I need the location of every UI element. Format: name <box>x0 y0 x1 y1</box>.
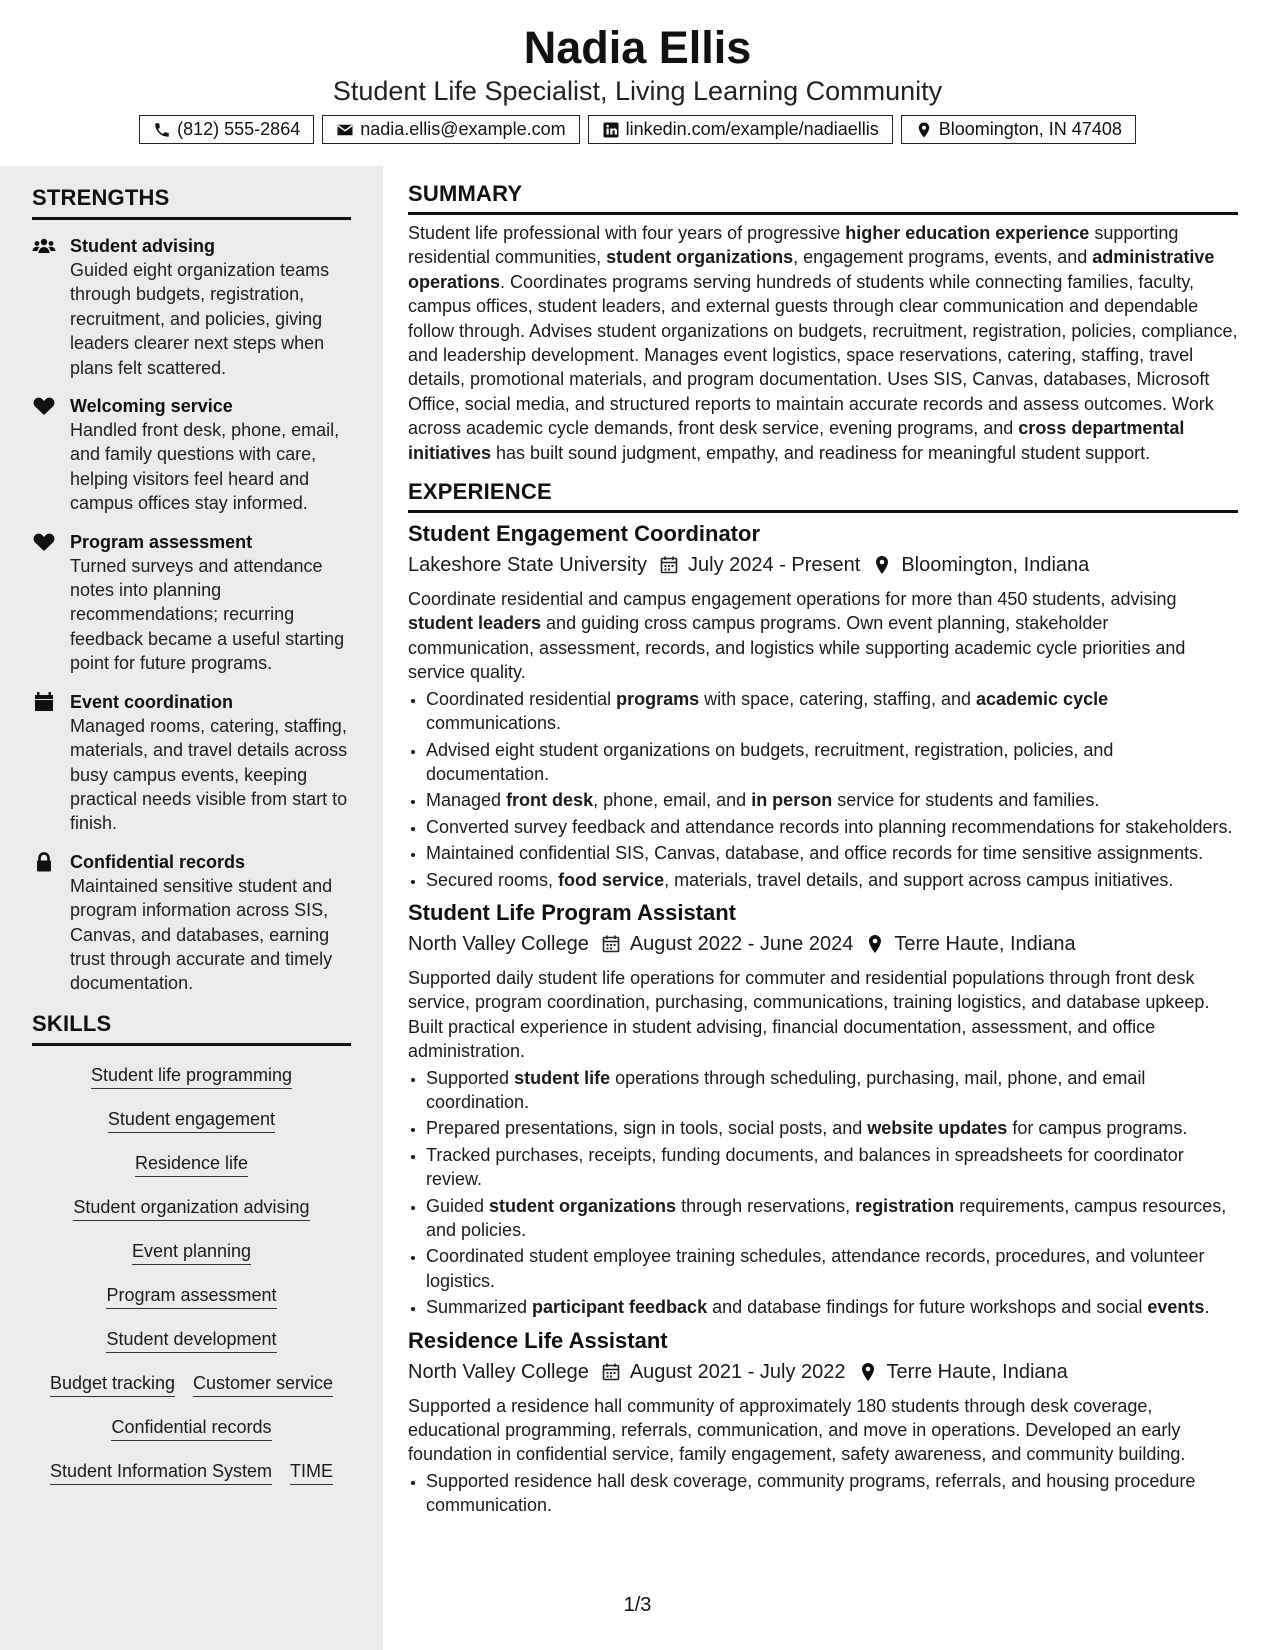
body-text: . <box>1204 1297 1210 1318</box>
body-text: with space, catering, staffing, and <box>699 688 976 709</box>
job-description <box>408 1394 1238 1467</box>
body-text: Maintained confidential SIS, Canvas, database, and office records for time sensitive assignments. <box>426 843 1204 864</box>
job-meta <box>408 551 1238 579</box>
skill-tag: Student development <box>106 1327 276 1353</box>
job-entry <box>408 898 1238 1320</box>
envelope-icon <box>336 121 354 139</box>
job-entry <box>408 519 1238 892</box>
job-location: Terre Haute, Indiana <box>894 932 1076 955</box>
resume-header <box>0 0 1275 144</box>
job-organization: Lakeshore State University <box>408 554 648 577</box>
list-item <box>426 1116 1238 1140</box>
body-text: , phone, email, and <box>593 790 752 811</box>
list-item <box>426 687 1238 736</box>
body-text: Summarized <box>426 1297 533 1318</box>
skill-tag: Program assessment <box>106 1283 276 1309</box>
job-organization: North Valley College <box>408 932 589 955</box>
contact-email-text: nadia.ellis@example.com <box>360 119 566 139</box>
emphasis-text: food service <box>558 869 665 890</box>
body-text: Coordinated student employee training schedules, attendance records, procedures, and volunteer logistics. <box>426 1246 1205 1291</box>
emphasis-text: student organizations <box>606 247 794 268</box>
body-text: Supported daily student life operations for commuter and residential populations through front desk service, program coordination, purchasing, communications, training logistics, and database upkeep. Built practical experience in student advising, financial documentation, assessment, and office administration. <box>408 967 1210 1062</box>
job-meta <box>408 930 1238 958</box>
emphasis-text: participant feedback <box>532 1297 708 1318</box>
body-text: Tracked purchases, receipts, funding documents, and balances in spreadsheets for coordinator review. <box>426 1144 1184 1190</box>
summary-heading: SUMMARY <box>408 180 1238 215</box>
body-text: Supported a residence hall community of approximately 180 students through desk coverage, educational programming, referrals, communication, and move in operations. Developed an early foundation in confidential service, family engagement, safety awareness, and community building. <box>408 1395 1186 1465</box>
strength-title: Student advising <box>70 236 216 256</box>
list-item <box>426 738 1238 787</box>
emphasis-text: front desk <box>506 790 594 811</box>
body-text: supporting residential communities, <box>408 223 1179 268</box>
emphasis-text: programs <box>616 688 700 709</box>
body-text: Coordinated residential <box>426 688 617 709</box>
map-pin-icon <box>865 934 885 954</box>
body-text: for campus programs. <box>1007 1118 1188 1139</box>
body-text: service for students and families. <box>832 790 1100 811</box>
body-text: communications. <box>426 713 562 734</box>
users-icon <box>32 236 56 256</box>
body-text: Guided <box>426 1195 490 1216</box>
contact-bar <box>0 115 1275 144</box>
linkedin-icon <box>602 121 620 139</box>
strength-description: Managed rooms, catering, staffing, materials, and travel details across busy campus events, keeping practical needs visible from start to finish. <box>70 715 348 834</box>
emphasis-text: student life <box>514 1067 611 1088</box>
skill-tag: Confidential records <box>111 1415 271 1441</box>
body-text: Supported residence hall desk coverage, community programs, referrals, and housing procedure communication. <box>426 1470 1196 1516</box>
job-meta <box>408 1358 1238 1386</box>
emphasis-text: cross departmental initiatives <box>408 418 1185 463</box>
candidate-name: Nadia Ellis <box>523 22 752 73</box>
calendar-icon <box>601 934 621 954</box>
emphasis-text: academic cycle <box>976 688 1109 709</box>
job-title: Student Life Program Assistant <box>408 899 737 925</box>
body-text: , materials, travel details, and support across campus initiatives. <box>664 869 1174 890</box>
job-bullets <box>408 687 1238 892</box>
list-item <box>426 1244 1238 1293</box>
list-item <box>426 815 1238 839</box>
skill-tag: Event planning <box>132 1239 251 1265</box>
emphasis-text: student leaders <box>408 613 542 634</box>
contact-location-text: Bloomington, IN 47408 <box>938 119 1122 139</box>
strength-title: Welcoming service <box>70 396 233 417</box>
job-bullets <box>408 1066 1238 1320</box>
body-text: requirements, campus resources, and policies. <box>426 1195 1227 1240</box>
strength-title: Program assessment <box>70 531 253 552</box>
body-text: Student life professional with four years of progressive <box>408 223 846 243</box>
body-text: Converted survey feedback and attendance records into planning recommendations for stakeholders. <box>426 816 1233 837</box>
list-item <box>426 788 1238 812</box>
job-organization: North Valley College <box>408 1360 589 1383</box>
body-text: operations through scheduling, purchasing, mail, phone, and email coordination. <box>426 1067 1146 1112</box>
job-title: Residence Life Assistant <box>408 1327 668 1353</box>
candidate-title: Student Life Specialist, Living Learning Community <box>332 76 943 106</box>
list-item <box>426 1469 1238 1518</box>
contact-phone[interactable] <box>139 115 314 144</box>
strength-item <box>32 234 351 380</box>
list-item <box>426 1194 1238 1243</box>
calendar-icon <box>601 1362 621 1382</box>
emphasis-text: registration <box>855 1195 955 1216</box>
emphasis-text: administrative operations <box>408 247 1215 292</box>
job-dates: August 2022 - June 2024 <box>629 932 854 955</box>
strength-item <box>32 850 351 996</box>
experience-heading: EXPERIENCE <box>408 478 1238 513</box>
contact-linkedin[interactable] <box>588 115 893 144</box>
body-text: . Coordinates programs serving hundreds of students while connecting families, faculty, campus offices, student leaders, and external guests through clear communication and dependable follow through. Advises student organizations on budgets, recruitment, registration, policies, compliance, and leadership development. Manages event logistics, space reservations, catering, staffing, travel details, promotional materials, and program documentation. Uses SIS, Canvas, databases, Microsoft Office, social media, and structured reports to maintain accurate records and assess outcomes. Work across academic cycle demands, front desk service, evening programs, and <box>408 271 1238 439</box>
phone-icon <box>153 121 171 139</box>
heart-icon <box>32 396 56 416</box>
body-text: , engagement programs, events, and <box>793 247 1093 268</box>
skill-tag: Student engagement <box>108 1107 275 1133</box>
skill-tag: Residence life <box>135 1151 248 1177</box>
emphasis-text: student organizations <box>489 1195 677 1216</box>
strength-description: Guided eight organization teams through budgets, registration, recruitment, and policies, giving leaders clearer next steps when plans felt scattered. <box>70 260 330 378</box>
body-text: has built sound judgment, empathy, and readiness for meaningful student support. <box>491 442 1151 463</box>
body-text: Advised eight student organizations on budgets, recruitment, registration, policies, and documentation. <box>426 739 1114 784</box>
page-number: 1/3 <box>623 1594 652 1616</box>
strengths-heading: STRENGTHS <box>32 184 351 220</box>
body-text: Managed <box>426 790 507 811</box>
body-text: and database findings for future workshops and social <box>707 1297 1148 1318</box>
skills-heading: SKILLS <box>32 1010 351 1046</box>
map-pin-icon <box>858 1362 878 1382</box>
skill-tag: Student life programming <box>91 1063 292 1089</box>
job-bullets <box>408 1469 1238 1518</box>
body-text: and guiding cross campus programs. Own event planning, stakeholder communication, assessment, records, and logistics while supporting academic cycle priorities and service quality. <box>408 613 1186 683</box>
list-item <box>426 868 1238 892</box>
body-text: Secured rooms, <box>426 869 559 890</box>
job-dates: July 2024 - Present <box>688 554 861 577</box>
emphasis-text: higher education experience <box>845 223 1090 243</box>
map-pin-icon <box>915 121 933 139</box>
map-pin-icon <box>872 555 892 575</box>
strength-item <box>32 530 351 676</box>
list-item <box>426 841 1238 865</box>
body-text: Supported <box>426 1067 515 1088</box>
strengths-list <box>32 234 351 996</box>
job-location: Bloomington, Indiana <box>901 554 1090 577</box>
emphasis-text: in person <box>751 790 833 811</box>
job-title: Student Engagement Coordinator <box>408 521 760 547</box>
job-entry <box>408 1326 1238 1518</box>
list-item <box>426 1143 1238 1192</box>
main-column <box>408 180 1238 1520</box>
skill-tag: Student Information System <box>50 1459 272 1485</box>
calendar-icon <box>32 692 56 712</box>
list-item <box>426 1066 1238 1115</box>
emphasis-text: website updates <box>867 1118 1008 1139</box>
strength-description: Maintained sensitive student and program information across SIS, Canvas, and databases, earning trust through accurate and timely documentation. <box>70 875 333 994</box>
contact-location[interactable] <box>901 115 1136 144</box>
contact-linkedin-text: linkedin.com/example/nadiaellis <box>625 119 879 139</box>
strength-description: Turned surveys and attendance notes into planning recommendations; recurring feedback became a useful starting point for future programs. <box>70 555 345 674</box>
summary-text <box>408 221 1238 465</box>
body-text: Coordinate residential and campus engagement operations for more than 450 students, advising <box>408 589 1177 610</box>
lock-icon <box>32 852 56 872</box>
contact-phone-text: (812) 555-2864 <box>177 119 301 139</box>
strength-item <box>32 394 351 516</box>
skill-tag: Student organization advising <box>73 1195 309 1221</box>
job-description <box>408 587 1238 685</box>
contact-email[interactable] <box>322 115 579 144</box>
sidebar <box>0 166 383 1650</box>
emphasis-text: events <box>1147 1297 1205 1318</box>
body-text: through reservations, <box>676 1195 856 1216</box>
job-description <box>408 966 1238 1064</box>
strength-title: Confidential records <box>70 851 246 872</box>
calendar-icon <box>659 555 679 575</box>
job-location: Terre Haute, Indiana <box>886 1360 1068 1383</box>
list-item <box>426 1295 1238 1319</box>
heart-icon <box>32 532 56 552</box>
strength-description: Handled front desk, phone, email, and family questions with care, helping visitors feel heard and campus offices stay informed. <box>70 420 340 514</box>
skill-tag: Customer service <box>193 1371 333 1397</box>
skill-tag: TIME <box>290 1459 333 1485</box>
skill-tag: Budget tracking <box>50 1371 175 1397</box>
strength-item <box>32 690 351 836</box>
skills-list <box>32 1063 351 1485</box>
job-dates: August 2021 - July 2022 <box>629 1360 846 1383</box>
strength-title: Event coordination <box>70 691 234 712</box>
body-text: Prepared presentations, sign in tools, social posts, and <box>426 1118 868 1139</box>
